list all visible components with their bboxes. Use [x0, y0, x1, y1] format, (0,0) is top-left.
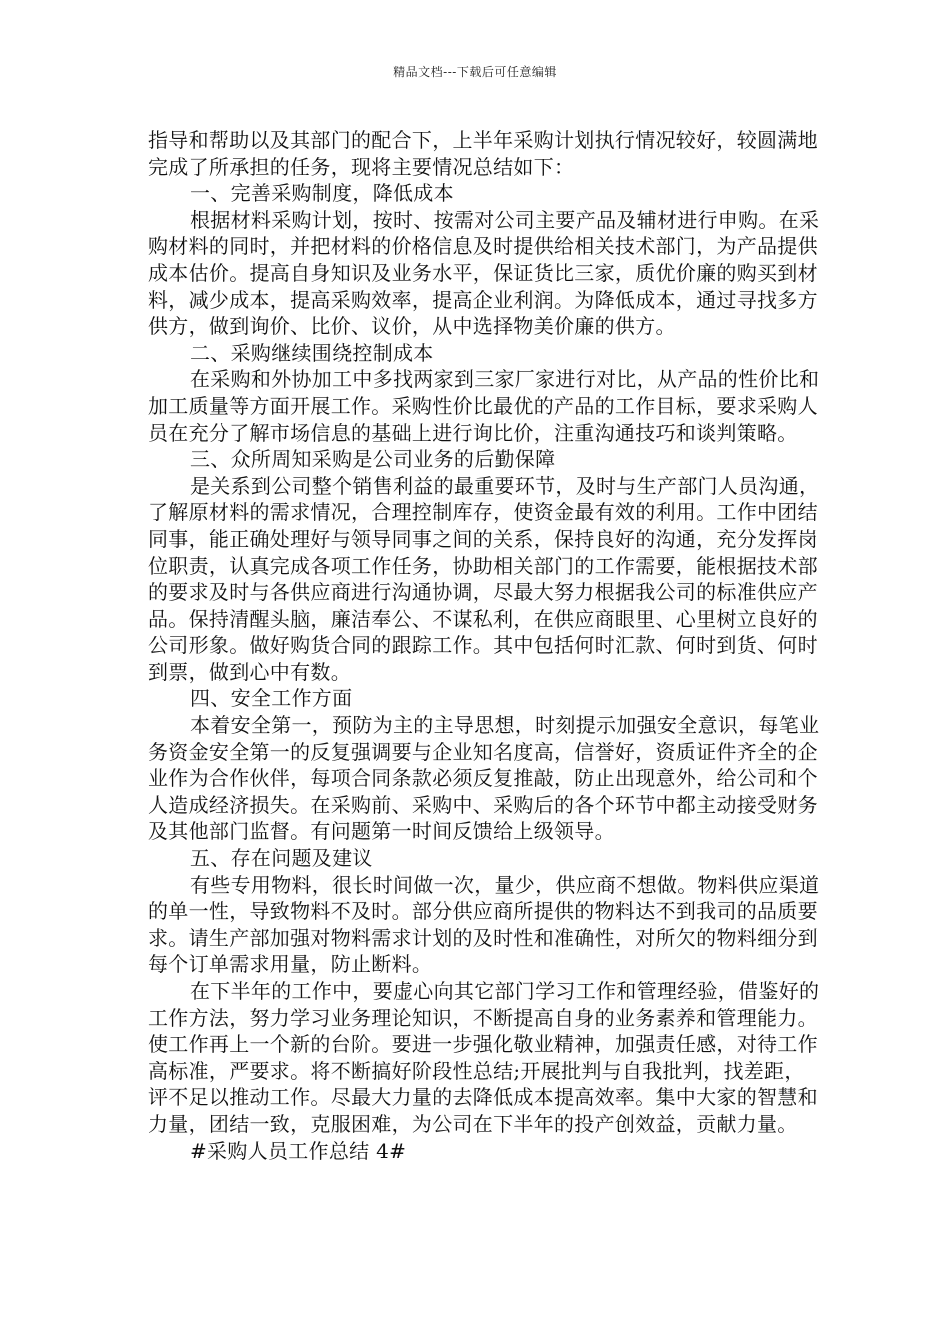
paragraph-4: 本着安全第一，预防为主的主导思想，时刻提示加强安全意识，每笔业务资金安全第一的反复强调要与企业知名度高，信誉好，资质证件齐全的企业作为合作伙伴，每项合同条款必须反复推敲，防止出现意外，给公司和个人造成经济损失。在采购前、采购中、采购后的各个环节中都主动接受财务及其他部门监督。有问题第一时间反馈给上级领导。	[148, 713, 820, 844]
paragraph-5: 有些专用物料，很长时间做一次，量少，供应商不想做。物料供应渠道的单一性，导致物料不及时。部分供应商所提供的物料达不到我司的品质要求。请生产部加强对物料需求计划的及时性和准确性，对所欠的物料细分到每个订单需求用量，防止断料。	[148, 872, 820, 977]
section-heading-1: 一、完善采购制度，降低成本	[190, 181, 454, 206]
document-body	[148, 127, 820, 1164]
page-header: 精品文档---下载后可任意编辑	[393, 65, 557, 79]
paragraph-2: 在采购和外协加工中多找两家到三家厂家进行对比，从产品的性价比和加工质量等方面开展工作。采购性价比最优的产品的工作目标，要求采购人员在充分了解市场信息的基础上进行询比价，注重沟通技巧和谈判策略。	[148, 367, 820, 445]
paragraph-6: 在下半年的工作中，要虚心向其它部门学习工作和管理经验，借鉴好的工作方法，努力学习业务理论知识，不断提高自身的业务素养和管理能力。使工作再上一个新的台阶。要进一步强化敬业精神，加强责任感，对待工作高标准，严要求。将不断搞好阶段性总结;开展批判与自我批判，找差距，评不足以推动工作。尽最大力量的去降低成本提高效率。集中大家的智慧和力量，团结一致，克服困难，为公司在下半年的投产创效益，贡献力量。	[148, 979, 820, 1136]
paragraph-1: 根据材料采购计划，按时、按需对公司主要产品及辅材进行申购。在采购材料的同时，并把材料的价格信息及时提供给相关技术部门，为产品提供成本估价。提高自身知识及业务水平，保证货比三家，质优价廉的购买到材料，减少成本，提高采购效率，提高企业利润。为降低成本，通过寻找多方供方，做到询价、比价、议价，从中选择物美价廉的供方。	[148, 207, 820, 339]
section-heading-3: 三、众所周知采购是公司业务的后勤保障	[190, 447, 556, 472]
paragraph-3: 是关系到公司整个销售利益的最重要环节，及时与生产部门人员沟通，了解原材料的需求情况，合理控制库存，使资金最有效的利用。工作中团结同事，能正确处理好与领导同事之间的关系，保持良好的沟通，充分发挥岗位职责，认真完成各项工作任务，协助相关部门的工作需要，能根据技术部的要求及时与各供应商进行沟通协调，尽最大努力根据我公司的标准供应产品。保持清醒头脑，廉洁奉公、不谋私利，在供应商眼里、心里树立良好的公司形象。做好购货合同的跟踪工作。其中包括何时汇款、何时到货、何时到票，做到心中有数。	[148, 473, 820, 684]
paragraph-intro-continuation: 指导和帮助以及其部门的配合下，上半年采购计划执行情况较好，较圆满地完成了所承担的任务，现将主要情况总结如下：	[148, 128, 818, 179]
section-heading-5: 五、存在问题及建议	[190, 846, 373, 871]
section-heading-2: 二、采购继续围绕控制成本	[190, 340, 434, 365]
section-heading-4: 四、安全工作方面	[190, 686, 353, 711]
next-section-title: #采购人员工作总结 4#	[190, 1138, 407, 1163]
